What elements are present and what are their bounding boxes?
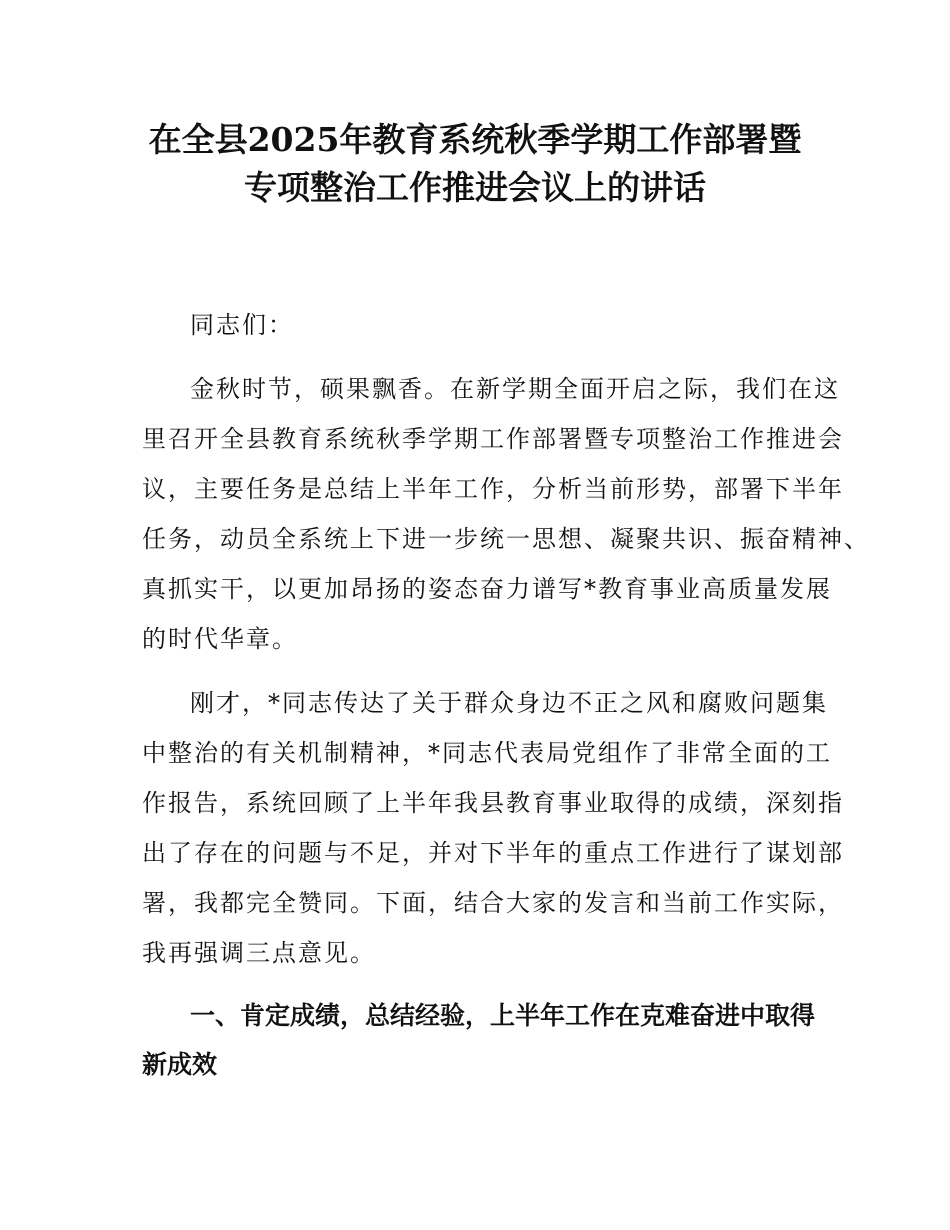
paragraph-1-line: 金秋时节，硕果飘香。在新学期全面开启之际，我们在这 bbox=[190, 375, 840, 403]
paragraph-1-line: 的时代华章。 bbox=[142, 625, 298, 653]
document-title-line-1: 在全县2025年教育系统秋季学期工作部署暨 bbox=[148, 120, 802, 159]
paragraph-1-line: 议，主要任务是总结上半年工作，分析当前形势，部署下半年 bbox=[142, 475, 844, 503]
paragraph-1-line: 任务，动员全系统上下进一步统一思想、凝聚共识、振奋精神、 bbox=[142, 525, 870, 553]
document-title-line-2: 专项整治工作推进会议上的讲话 bbox=[244, 168, 706, 207]
paragraph-2-line: 作报告，系统回顾了上半年我县教育事业取得的成绩，深刻指 bbox=[142, 789, 844, 817]
paragraph-2-line: 署，我都完全赞同。下面，结合大家的发言和当前工作实际， bbox=[142, 889, 844, 917]
salutation: 同志们： bbox=[190, 311, 294, 339]
section-heading-line-2: 新成效 bbox=[142, 1050, 218, 1079]
paragraph-1-line: 真抓实干，以更加昂扬的姿态奋力谱写*教育事业高质量发展 bbox=[142, 575, 832, 603]
paragraph-2-line: 刚才，*同志传达了关于群众身边不正之风和腐败问题集 bbox=[190, 689, 828, 717]
paragraph-1-line: 里召开全县教育系统秋季学期工作部署暨专项整治工作推进会 bbox=[142, 425, 844, 453]
paragraph-2-line: 出了存在的问题与不足，并对下半年的重点工作进行了谋划部 bbox=[142, 839, 844, 867]
paragraph-2-line: 我再强调三点意见。 bbox=[142, 939, 376, 967]
paragraph-2-line: 中整治的有关机制精神，*同志代表局党组作了非常全面的工 bbox=[142, 739, 832, 767]
section-heading-line-1: 一、肯定成绩，总结经验，上半年工作在克难奋进中取得 bbox=[190, 1001, 816, 1030]
